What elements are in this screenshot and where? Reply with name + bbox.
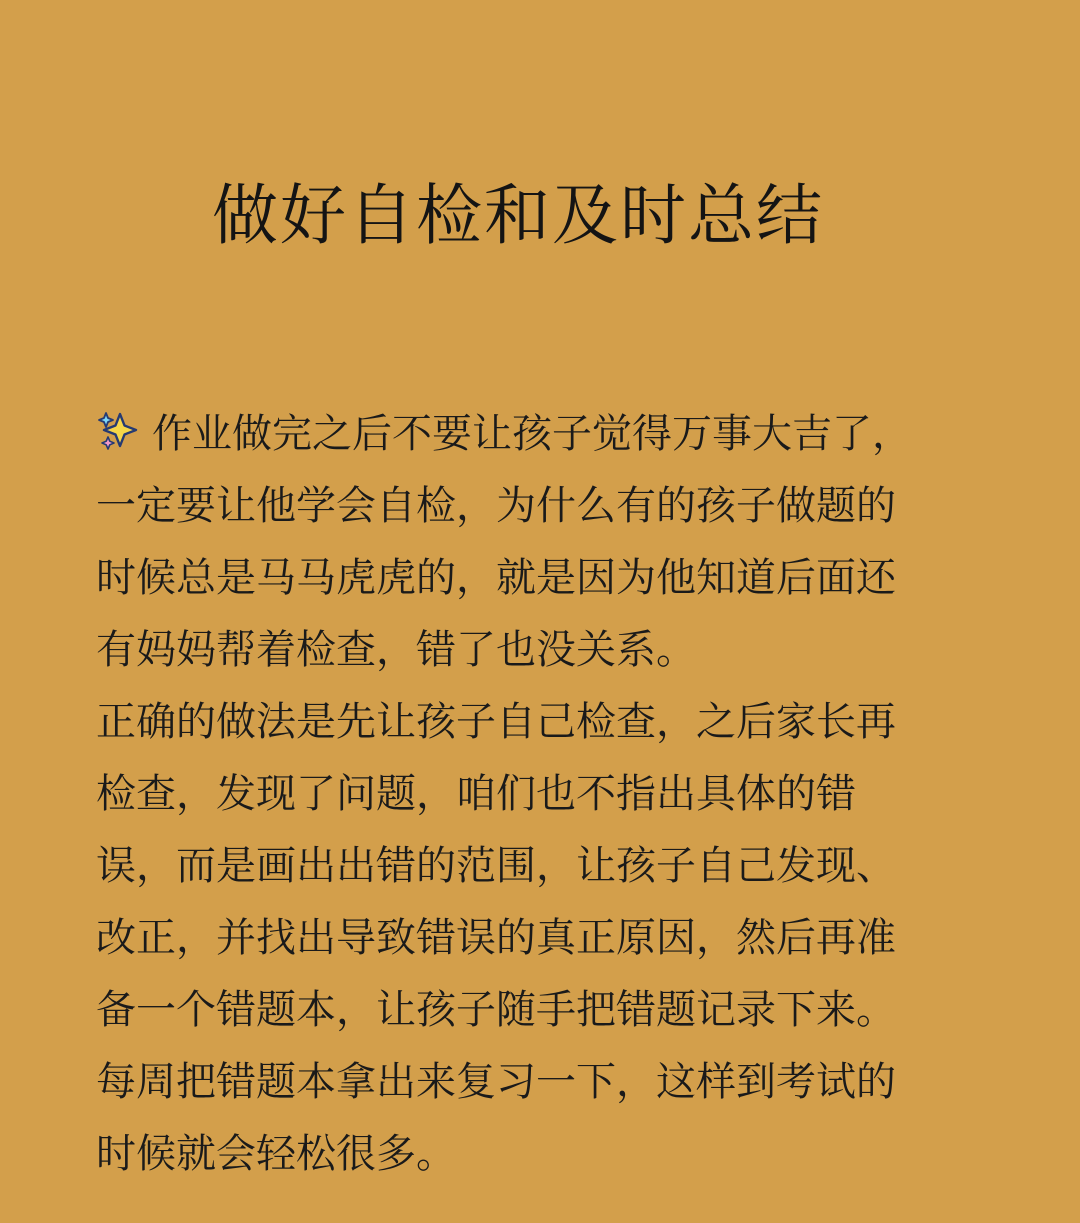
page-title: 做好自检和及时总结	[212, 177, 824, 254]
paragraph-2-line-7: 时候就会轻松很多。	[96, 1131, 456, 1177]
paragraph-1-line-1-text: 作业做完之后不要让孩子觉得万事大吉了，	[152, 411, 912, 457]
article-body	[96, 398, 976, 1190]
paragraph-2-line-1: 正确的做法是先让孩子自己检查，之后家长再	[96, 699, 896, 745]
paragraph-2-line-2: 检查，发现了问题，咱们也不指出具体的错	[96, 771, 856, 817]
paragraph-2-line-5: 备一个错题本，让孩子随手把错题记录下来。	[96, 987, 896, 1033]
paragraph-1-line-2: 一定要让他学会自检，为什么有的孩子做题的	[96, 483, 896, 529]
sparkles-icon	[96, 411, 152, 451]
paragraph-1-line-1	[96, 398, 976, 470]
paragraph-2-line-4: 改正，并找出导致错误的真正原因，然后再准	[96, 915, 896, 961]
paragraph-2-line-3: 误，而是画出出错的范围，让孩子自己发现、	[96, 843, 896, 889]
paragraph-1-line-4: 有妈妈帮着检查，错了也没关系。	[96, 627, 696, 673]
paragraph-2-line-6: 每周把错题本拿出来复习一下，这样到考试的	[96, 1059, 896, 1105]
paragraph-1-line-3: 时候总是马马虎虎的，就是因为他知道后面还	[96, 555, 896, 601]
